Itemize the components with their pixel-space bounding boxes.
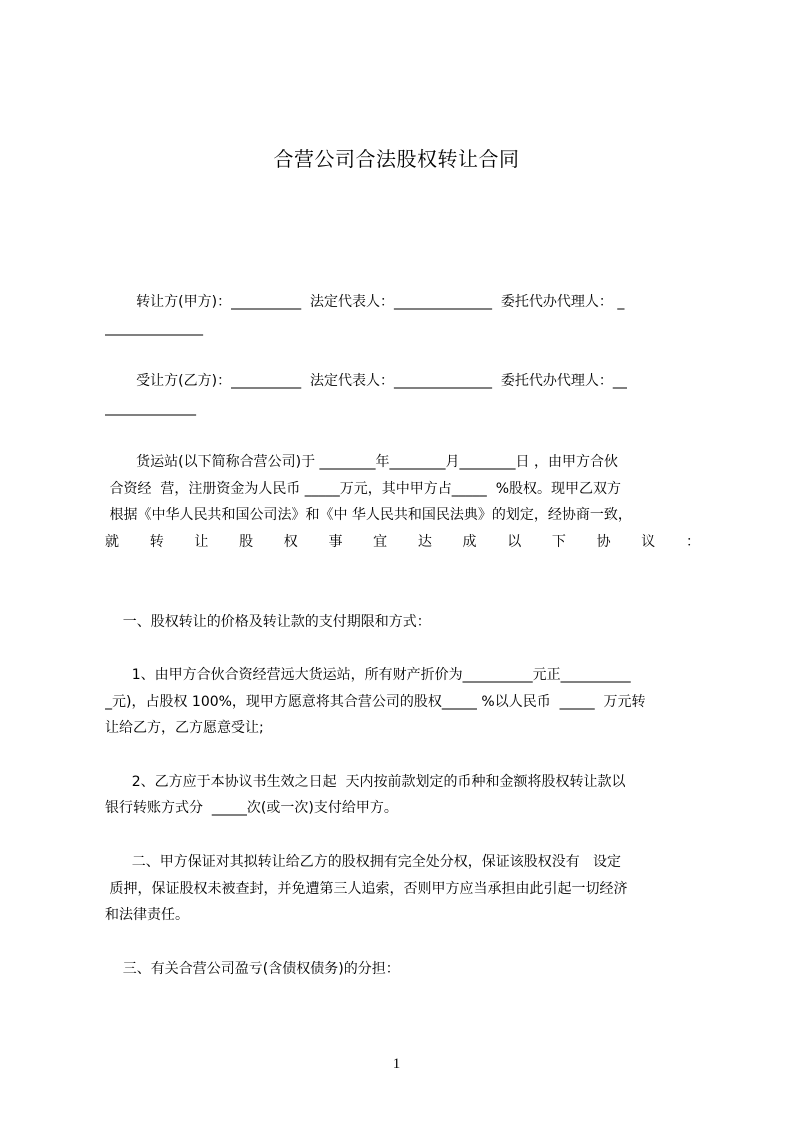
paragraph-line: 1、由甲方合伙合资经营远大货运站，所有财产折价为__________元正__________: [105, 667, 631, 683]
paragraph-line: 根据《中华人民共和国公司法》和《中 华人民共和国民法典》的划定，经协商一致，: [105, 507, 632, 523]
paragraph-line: 就 转 让 股 权 事 宜 达 成 以 下 协 议 ：: [105, 534, 700, 550]
page-title: 合营公司合法股权转让合同: [273, 147, 520, 171]
section-heading: 三、有关合营公司盈亏(含债权债务)的分担：: [105, 961, 400, 977]
paragraph-line: 合资经 营，注册资金为人民币 _____万元，其中甲方占_____ %股权。现甲乙双方: [105, 481, 622, 497]
paragraph-line: 二、甲方保证对其拟转让给乙方的股权拥有完全处分权，保证该股权没有 设定: [105, 854, 622, 870]
paragraph-line: 让给乙方，乙方愿意受让;: [105, 720, 264, 736]
paragraph-line: ______________: [105, 320, 203, 336]
paragraph-line: 受让方(乙方)：__________ 法定代表人：______________ 委托代办代理人：__: [105, 373, 627, 389]
paragraph-line: 银行转账方式分 _____次(或一次)支付给甲方。: [105, 800, 398, 816]
paragraph-line: 和法律责任。: [105, 907, 189, 923]
paragraph-line: 货运站(以下简称合营公司)于 ________年________月________日 ，由甲方合伙: [105, 454, 618, 470]
paragraph-line: 2、乙方应于本协议书生效之日起 天内按前款划定的币种和金额将股权转让款以: [105, 774, 626, 790]
paragraph-line: _元)，占股权 100%，现甲方愿意将其合营公司的股权_____ %以人民币 _____ 万元转: [105, 694, 646, 710]
paragraph-line: 转让方(甲方)：__________ 法定代表人：______________ 委托代办代理人： _: [105, 294, 625, 310]
section-heading: 一、股权转让的价格及转让款的支付期限和方式：: [105, 614, 431, 630]
page-number: 1: [392, 1056, 401, 1072]
paragraph-line: _____________: [105, 400, 196, 416]
paragraph-line: 质押，保证股权未被查封，并免遭第三人追索，否则甲方应当承担由此引起一切经济: [105, 881, 628, 897]
